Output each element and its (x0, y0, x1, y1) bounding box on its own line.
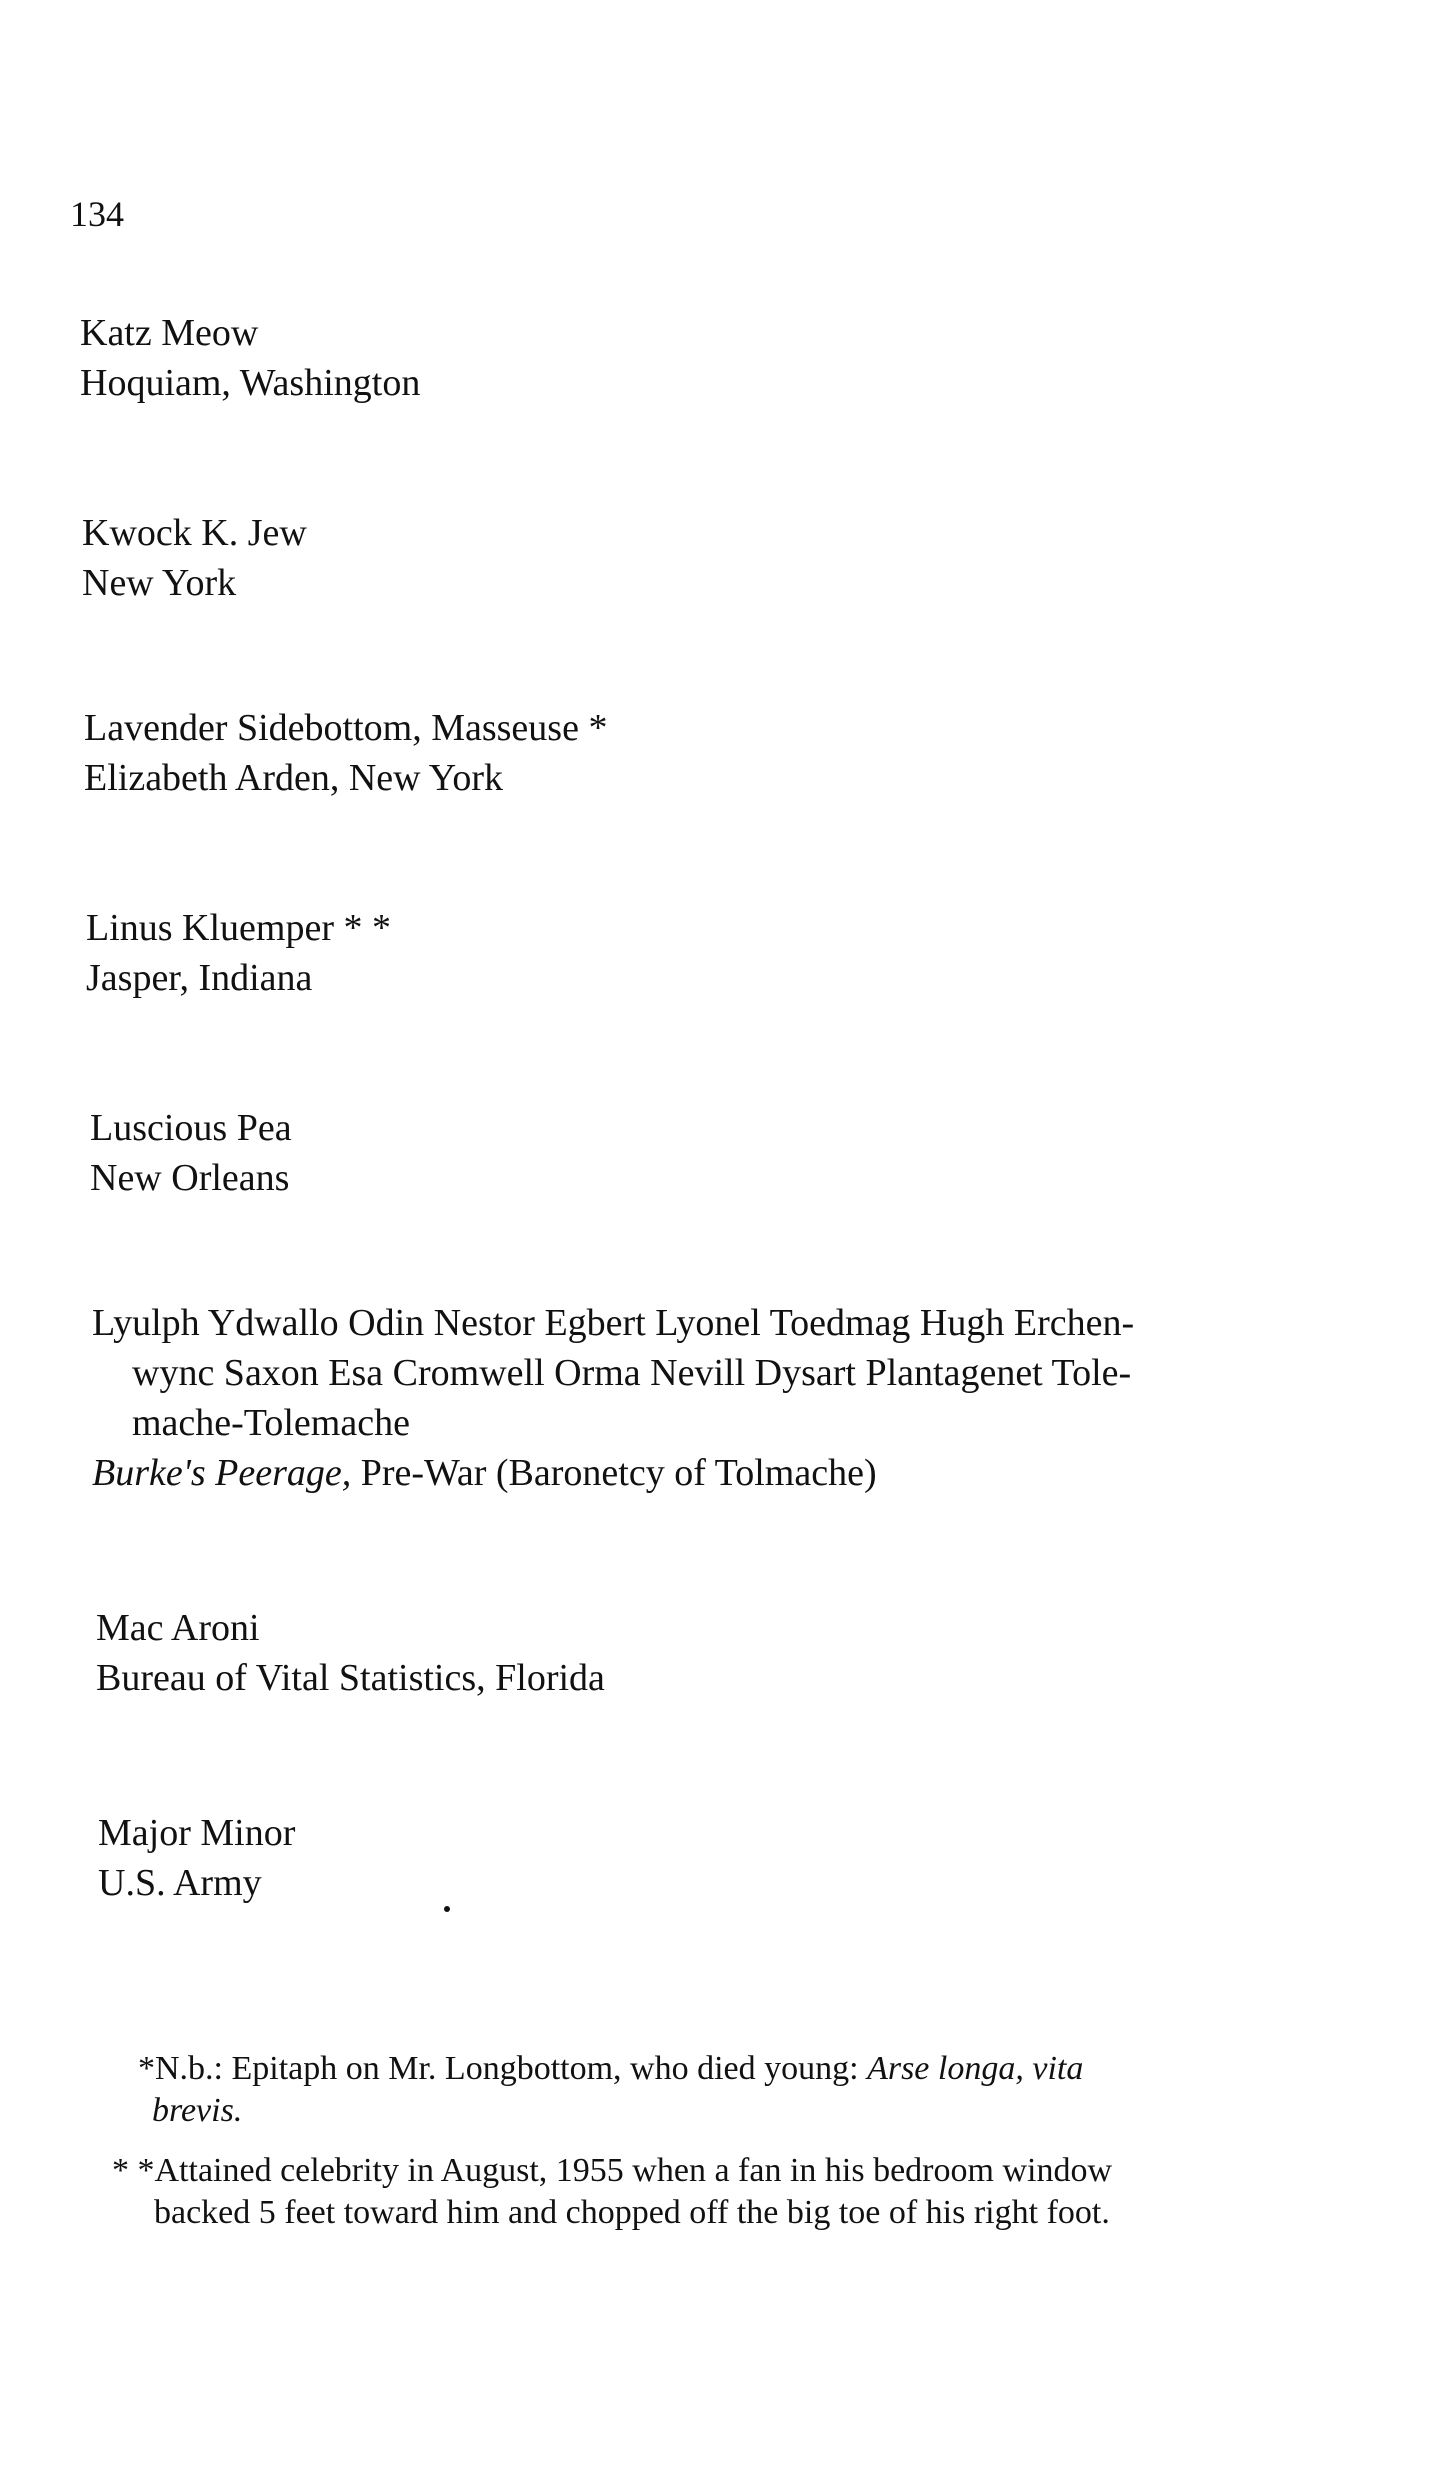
entry-name: Kwock K. Jew (82, 512, 307, 554)
entry-name: Lavender Sidebottom, Masseuse * (84, 707, 608, 749)
entry-luscious-pea (90, 1103, 1310, 1203)
entry-source: Elizabeth Arden, New York (84, 757, 503, 799)
entry-mac-aroni (96, 1603, 1316, 1703)
entry-source: New Orleans (90, 1157, 290, 1199)
footnote-1 (138, 2048, 1328, 2132)
entry-lavender-sidebottom (84, 703, 1304, 803)
entry-name: Luscious Pea (90, 1107, 292, 1149)
footnote-line-1 (138, 2048, 1328, 2090)
entry-name: Katz Meow (80, 312, 259, 354)
footnote-2 (112, 2150, 1302, 2234)
entry-name: Major Minor (98, 1812, 296, 1854)
entry-source: Bureau of Vital Statistics, Florida (96, 1657, 605, 1699)
page-number: 134 (70, 194, 124, 234)
entry-name: Linus Kluemper * * (86, 907, 392, 949)
entry-name-line-3: mache-Tolemache (132, 1402, 410, 1444)
footnote-text: *N.b.: Epitaph on Mr. Longbottom, who died young: (138, 2050, 868, 2087)
entry-source: Hoquiam, Washington (80, 362, 421, 404)
entry-major-minor (98, 1808, 1318, 1908)
entry-name-line-1: Lyulph Ydwallo Odin Nestor Egbert Lyonel Toedmag Hugh Erchen- (92, 1302, 1135, 1344)
entry-lyulph-tolemache (92, 1298, 1312, 1498)
entry-name: Mac Aroni (96, 1607, 260, 1649)
entry-kwock-k-jew (82, 508, 1302, 608)
entry-source: Jasper, Indiana (86, 957, 313, 999)
footnote-line-1: * *Attained celebrity in August, 1955 when a fan in his bedroom window (112, 2152, 1112, 2189)
footnote-line-2: brevis. (152, 2092, 243, 2129)
entry-linus-kluemper (86, 903, 1306, 1003)
entry-source: New York (82, 562, 237, 604)
footnote-line-2: backed 5 feet toward him and chopped off the big toe of his right foot. (154, 2194, 1110, 2231)
entry-source-detail: Pre-War (Baronetcy of Tolmache) (351, 1452, 877, 1494)
stray-dot (444, 1906, 450, 1912)
entry-source (92, 1448, 1312, 1498)
entry-source: U.S. Army (98, 1862, 262, 1904)
entry-katz-meow (80, 308, 1300, 408)
footnote-latin: Arse longa, vita (867, 2050, 1084, 2087)
entry-source-title: Burke's Peerage, (92, 1452, 352, 1494)
entry-name-line-2: wync Saxon Esa Cromwell Orma Nevill Dysart Plantagenet Tole- (132, 1352, 1132, 1394)
